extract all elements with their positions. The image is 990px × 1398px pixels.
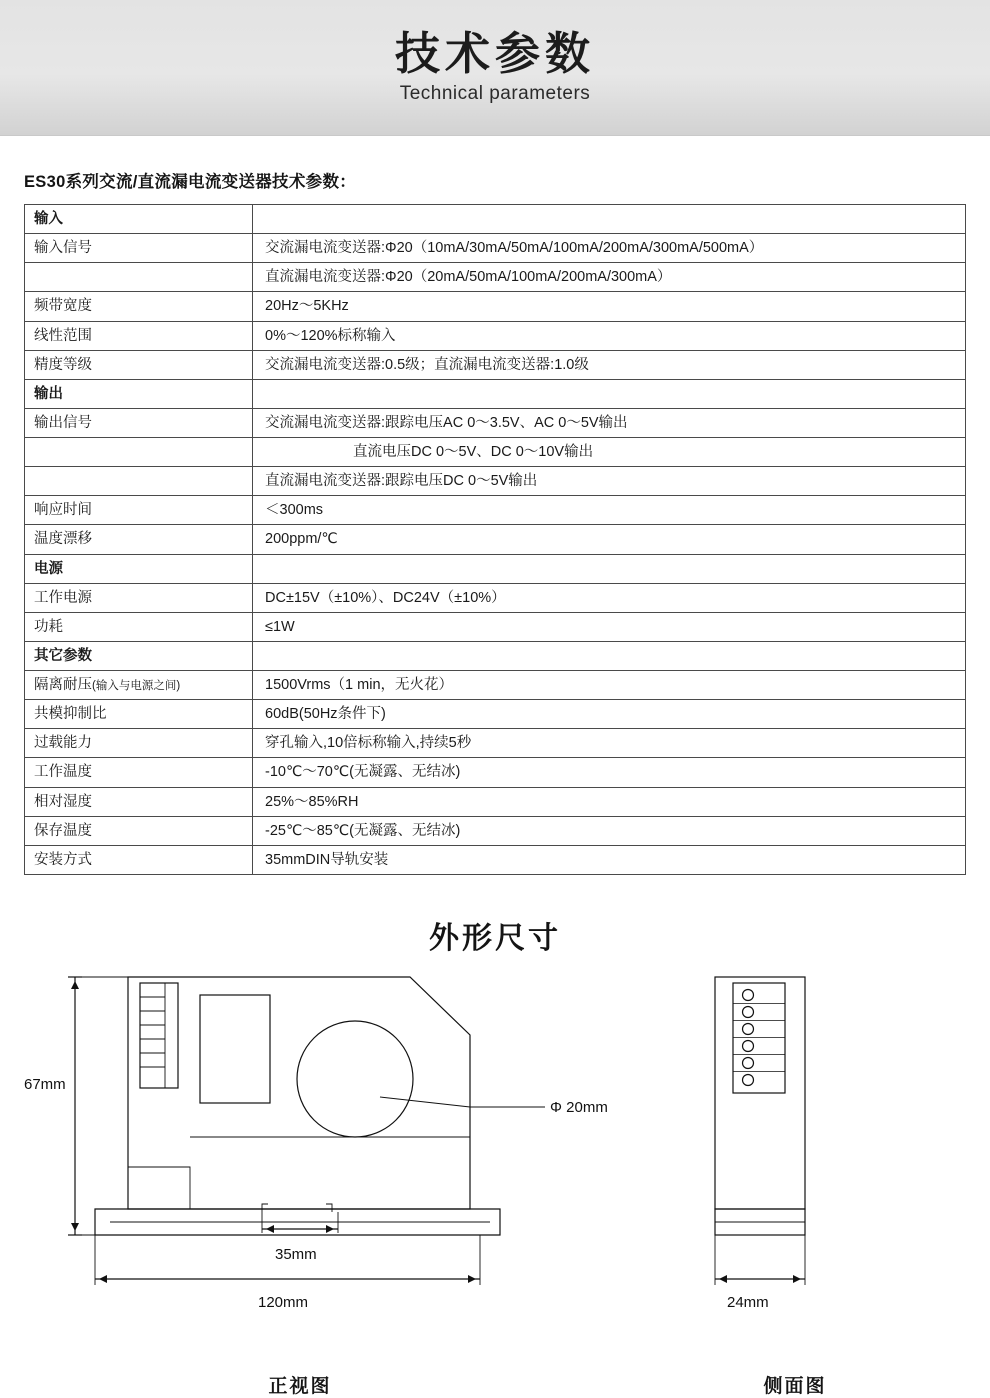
spec-row — [25, 816, 966, 845]
spec-row-value: 直流电压DC 0～5V、DC 0～10V输出 — [253, 438, 966, 467]
spec-row-value — [253, 379, 966, 408]
spec-row-label: 电源 — [25, 554, 253, 583]
spec-row-label — [25, 263, 253, 292]
spec-row — [25, 234, 966, 263]
spec-row-value — [253, 641, 966, 670]
rail-width-label: 35mm — [275, 1245, 317, 1263]
spec-row-label — [25, 671, 253, 700]
spec-row-label: 输出 — [25, 379, 253, 408]
front-width-label: 120mm — [258, 1293, 309, 1311]
spec-row-value: -10℃～70℃(无凝露、无结冰) — [253, 758, 966, 787]
spec-table-container — [0, 204, 990, 875]
spec-row-value: 200ppm/℃ — [253, 525, 966, 554]
spec-row — [25, 205, 966, 234]
spec-row-label: 频带宽度 — [25, 292, 253, 321]
spec-row — [25, 729, 966, 758]
spec-row — [25, 379, 966, 408]
spec-row-value: 60dB(50Hz条件下) — [253, 700, 966, 729]
spec-row-label: 精度等级 — [25, 350, 253, 379]
spec-row-label: 工作电源 — [25, 583, 253, 612]
spec-row — [25, 263, 966, 292]
spec-row-value — [253, 205, 966, 234]
page-subtitle: Technical parameters — [399, 83, 591, 105]
spec-row — [25, 671, 966, 700]
spec-row — [25, 438, 966, 467]
spec-row — [25, 350, 966, 379]
spec-row — [25, 292, 966, 321]
spec-row-value: -25℃～85℃(无凝露、无结冰) — [253, 816, 966, 845]
dimensions-title: 外形尺寸 — [429, 921, 561, 955]
spec-row-label — [25, 467, 253, 496]
spec-row-label: 输出信号 — [25, 408, 253, 437]
spec-table-caption: ES30系列交流/直流漏电流变送器技术参数： — [24, 173, 357, 191]
spec-row-label: 安装方式 — [25, 845, 253, 874]
dimension-drawing-svg — [0, 967, 990, 1367]
spec-row — [25, 641, 966, 670]
spec-row-value: 直流漏电流变送器:跟踪电压DC 0～5V输出 — [253, 467, 966, 496]
spec-row-label: 线性范围 — [25, 321, 253, 350]
spec-row-label: 共模抑制比 — [25, 700, 253, 729]
spec-row-label: 输入信号 — [25, 234, 253, 263]
drawing-captions — [0, 1371, 990, 1398]
spec-row-label: 相对湿度 — [25, 787, 253, 816]
spec-row-value — [253, 554, 966, 583]
side-width-label: 24mm — [727, 1293, 769, 1311]
spec-row-label-note: (输入与电源之间) — [92, 680, 181, 692]
spec-row-value: DC±15V（±10%）、DC24V（±10%） — [253, 583, 966, 612]
spec-row-label: 工作温度 — [25, 758, 253, 787]
spec-row — [25, 845, 966, 874]
spec-row-label: 过载能力 — [25, 729, 253, 758]
spec-row — [25, 496, 966, 525]
spec-row — [25, 525, 966, 554]
hole-diameter-label: Φ 20mm — [550, 1098, 608, 1116]
spec-row — [25, 408, 966, 437]
technical-parameters-table — [24, 204, 966, 875]
spec-row — [25, 554, 966, 583]
spec-row-label: 其它参数 — [25, 641, 253, 670]
spec-row-value: 交流漏电流变送器:Φ20（10mA/30mA/50mA/100mA/200mA/300mA/500mA） — [253, 234, 966, 263]
spec-row — [25, 583, 966, 612]
spec-row-label: 输入 — [25, 205, 253, 234]
spec-row-value: 35mmDIN导轨安装 — [253, 845, 966, 874]
spec-row-value: ＜300ms — [253, 496, 966, 525]
front-view-caption: 正视图 — [268, 1375, 332, 1397]
spec-row-value: 直流漏电流变送器:Φ20（20mA/50mA/100mA/200mA/300mA） — [253, 263, 966, 292]
spec-row-value: 交流漏电流变送器:0.5级；直流漏电流变送器:1.0级 — [253, 350, 966, 379]
spec-row-value: 20Hz～5KHz — [253, 292, 966, 321]
spec-row — [25, 467, 966, 496]
spec-row-value: 1500Vrms（1 min，无火花） — [253, 671, 966, 700]
spec-row-label: 响应时间 — [25, 496, 253, 525]
spec-row-label — [25, 438, 253, 467]
spec-table-body — [25, 205, 966, 875]
spec-row-value: 0%～120%标称输入 — [253, 321, 966, 350]
spec-row — [25, 612, 966, 641]
spec-row-value: ≤1W — [253, 612, 966, 641]
spec-row-label: 温度漂移 — [25, 525, 253, 554]
side-view-caption: 侧面图 — [763, 1375, 827, 1397]
spec-row-label: 保存温度 — [25, 816, 253, 845]
dimension-drawings — [0, 967, 990, 1397]
front-height-label: 67mm — [24, 1075, 66, 1093]
spec-row — [25, 787, 966, 816]
spec-row-label-main: 隔离耐压 — [34, 677, 92, 693]
spec-row — [25, 758, 966, 787]
page-title: 技术参数 — [394, 27, 595, 79]
spec-row-value: 交流漏电流变送器:跟踪电压AC 0～3.5V、AC 0～5V输出 — [253, 408, 966, 437]
spec-row-label: 功耗 — [25, 612, 253, 641]
page-header-banner — [0, 0, 990, 136]
spec-row — [25, 321, 966, 350]
spec-row — [25, 700, 966, 729]
spec-row-value: 穿孔输入,10倍标称输入,持续5秒 — [253, 729, 966, 758]
spec-row-value: 25%～85%RH — [253, 787, 966, 816]
